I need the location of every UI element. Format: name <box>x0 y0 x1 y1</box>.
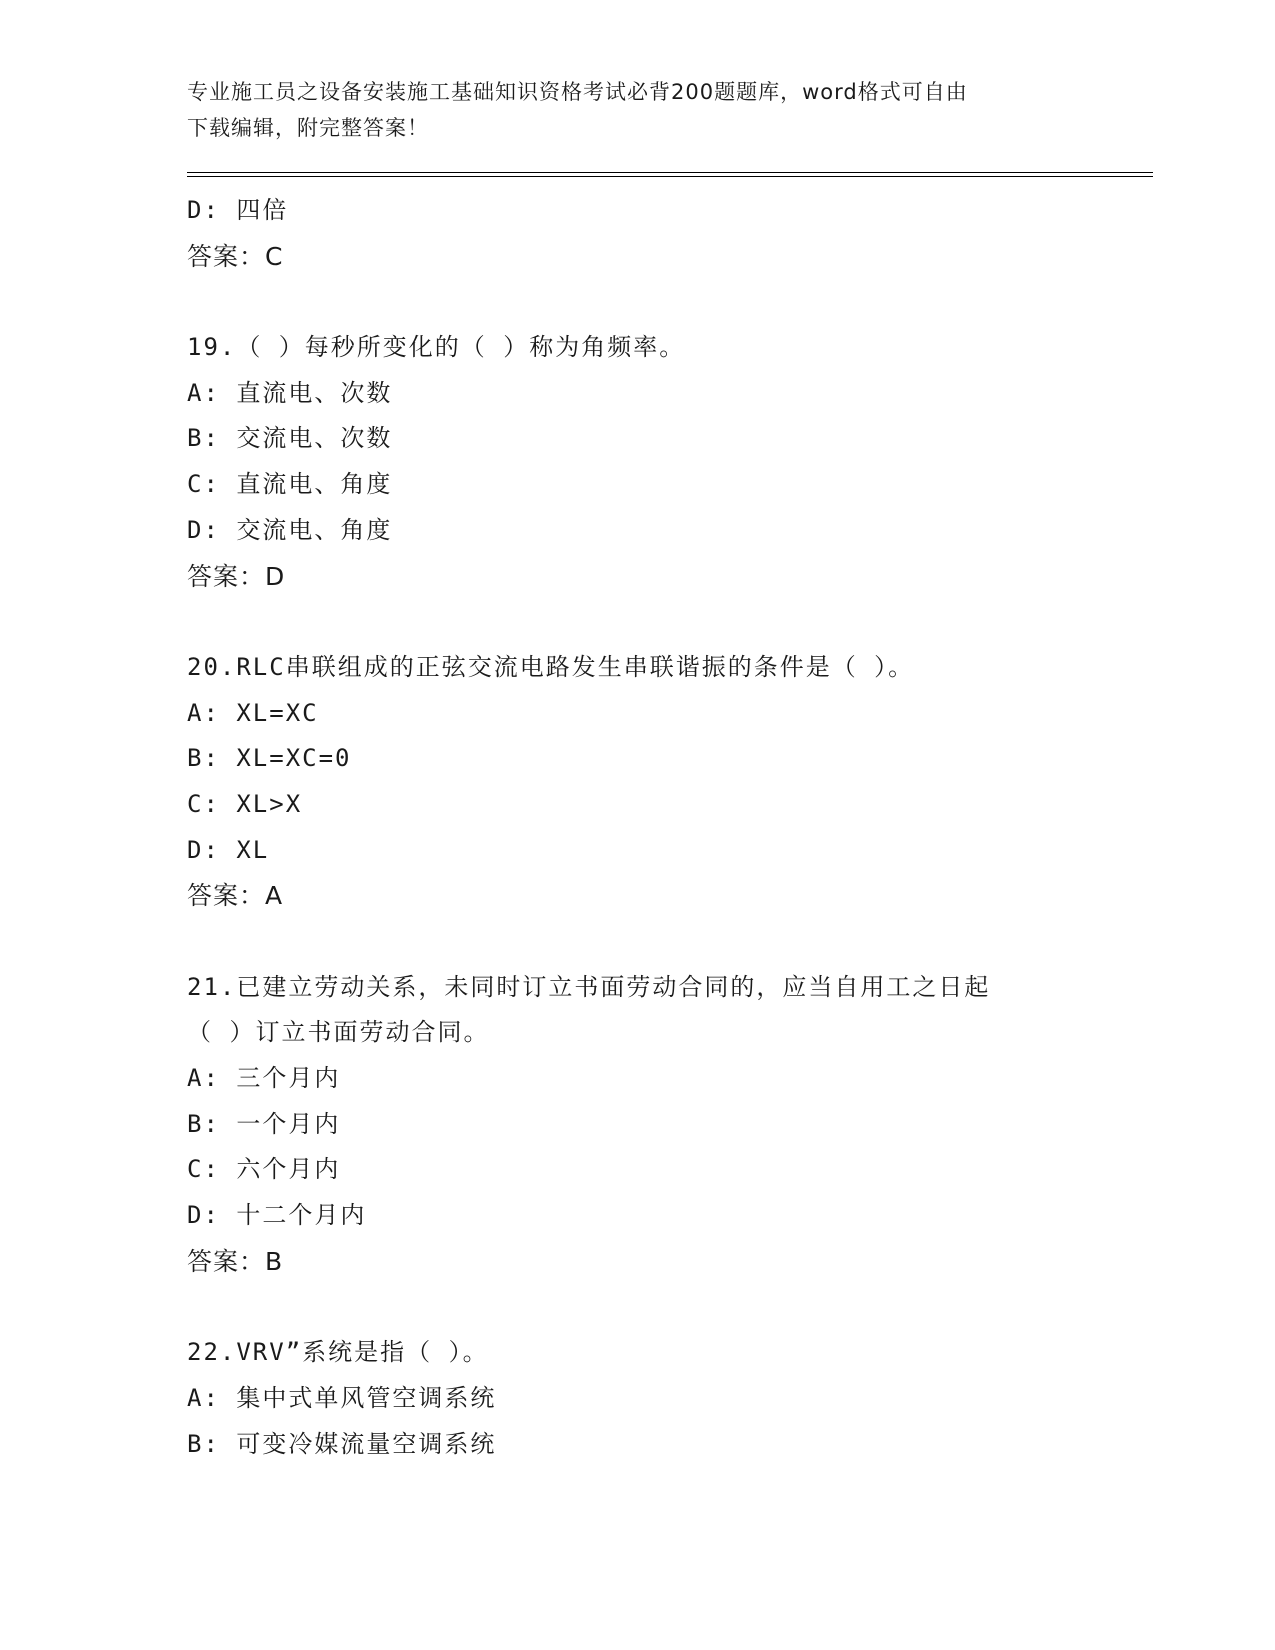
q21-answer: 答案：B <box>187 1246 284 1276</box>
question-20 <box>187 645 1087 919</box>
header-rule-top <box>187 172 1153 173</box>
q22-option-a: A: 集中式单风管空调系统 <box>187 1383 497 1412</box>
question-22 <box>187 1330 1087 1467</box>
q19-option-c: C: 直流电、角度 <box>187 470 393 499</box>
q21-option-a: A: 三个月内 <box>187 1064 341 1093</box>
q19-option-b: B: 交流电、次数 <box>187 424 393 453</box>
q21-option-d: D: 十二个月内 <box>187 1201 367 1230</box>
q21-question-line-2: （ ）订立书面劳动合同。 <box>187 1018 490 1047</box>
document-header <box>187 74 1087 146</box>
q20-option-c: C: XL>X <box>187 789 303 818</box>
q20-question: 20.RLC串联组成的正弦交流电路发生串联谐振的条件是（ ）。 <box>187 652 915 681</box>
question-18-tail <box>187 188 1087 279</box>
header-line-2: 下载编辑，附完整答案！ <box>187 116 429 140</box>
q19-option-d: D: 交流电、角度 <box>187 515 393 544</box>
q22-question: 22.VRV”系统是指（ ）。 <box>187 1338 489 1367</box>
q22-option-b: B: 可变冷媒流量空调系统 <box>187 1429 497 1458</box>
header-rule-bottom <box>187 176 1153 177</box>
q18-option-d: D: 四倍 <box>187 196 289 224</box>
q20-option-b: B: XL=XC=0 <box>187 744 352 773</box>
q18-answer: 答案：C <box>187 241 284 271</box>
q21-question-line-1: 21.已建立劳动关系，未同时订立书面劳动合同的，应当自用工之日起 <box>187 972 991 1001</box>
q19-option-a: A: 直流电、次数 <box>187 378 393 407</box>
question-21 <box>187 965 1087 1285</box>
q20-option-d: D: XL <box>187 835 270 864</box>
question-19 <box>187 325 1087 599</box>
question-list <box>187 188 1087 1467</box>
q21-option-b: B: 一个月内 <box>187 1109 341 1138</box>
q19-question: 19.（ ）每秒所变化的（ ）称为角频率。 <box>187 333 686 362</box>
q20-option-a: A: XL=XC <box>187 698 319 727</box>
q19-answer: 答案：D <box>187 561 286 591</box>
q20-answer: 答案：A <box>187 881 284 911</box>
header-line-1: 专业施工员之设备安装施工基础知识资格考试必背200题题库，word格式可自由 <box>187 80 968 104</box>
q21-option-c: C: 六个月内 <box>187 1155 341 1184</box>
